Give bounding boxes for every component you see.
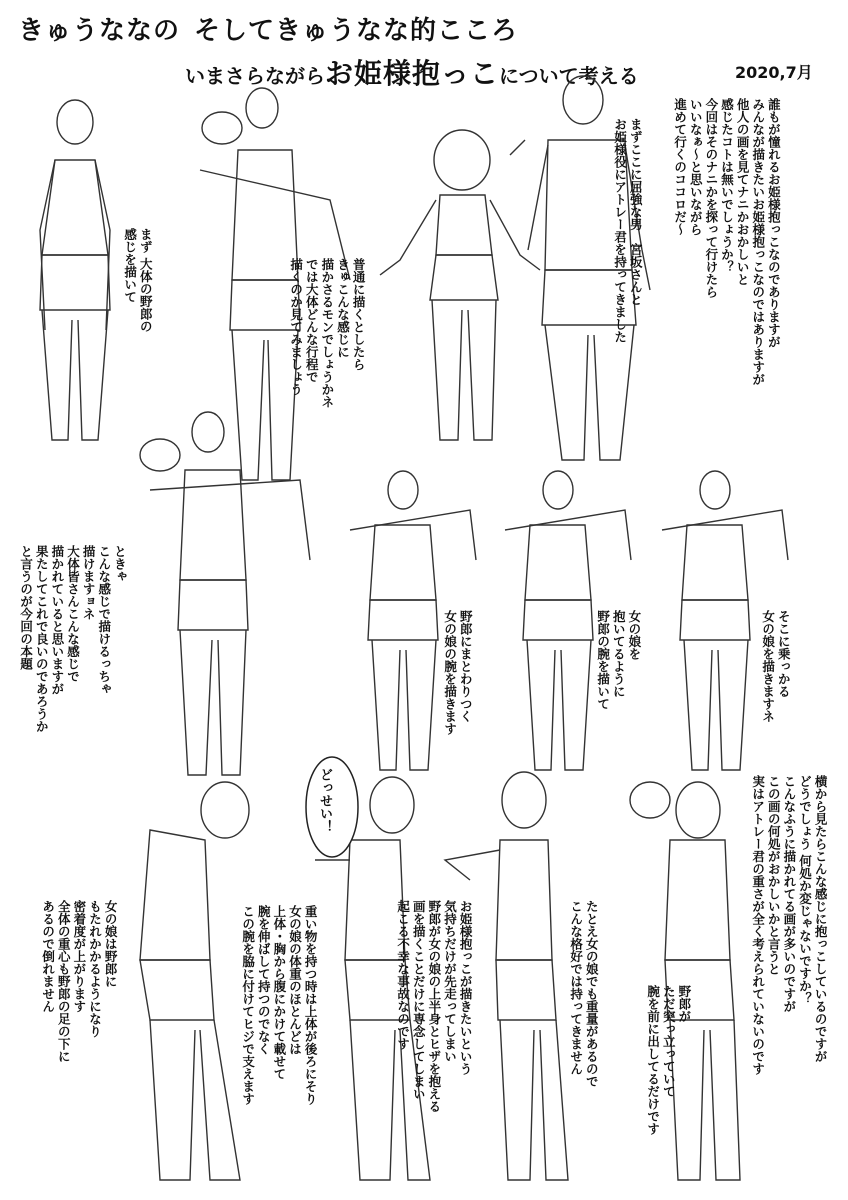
text-side-view: 横から見たらこんな感じに抱っこしているのですが どうでしょう 何処か変じゃないですか？ こんなふうに描かれてる画が多いのですが この画の何処がおかしいかと言うと 実はアトレー君の重さが全く考えられていないのです (750, 775, 829, 1075)
date-label: 2020,7月 (735, 63, 813, 82)
title-lead: いまさらながら (185, 64, 325, 88)
speech-text: どっせい！ (317, 768, 332, 833)
text-step-normal: 普通に描くとしたら きゅこんな感じに 描かさるモンでしょうかネ では大体どんな行程で 描くのか見てみましょう (288, 258, 367, 408)
title-series: そしてきゅうなな的こころ (194, 16, 519, 46)
text-step-man-arms: 女の娘を 抱いてるように 野郎の腕を描いて (595, 610, 642, 710)
title-author: きゅうななの (18, 16, 181, 46)
figure-girl (380, 130, 540, 440)
figure-base-man (40, 100, 110, 440)
text-heavy-lift: 重い物を持つ時は上体が後ろにそり 女の娘の体重のほとんどは 上体・胸から腹にかけて載せて 腕を伸ばして持つのでなく この腕を脇に付けてヒジで支えます (240, 905, 319, 1105)
text-models: まずここに屈強な男 宮坂さんと お姫様役にアトレー君を持ってきました (612, 118, 644, 343)
text-step-base: まず 大体の野郎の 感じを描いて (122, 228, 154, 333)
text-step-girl-ride: そこに乗っかる 女の娘を描きますネ (760, 610, 792, 723)
text-step-girl-arms: 野郎にまとわりつく 女の娘の腕を描きます (442, 610, 474, 735)
text-upper-body: お姫様抱っこが描きたいという 気持ちだけが先走ってしまい 野郎が女の娘の上半身とヒザを抱える 画を描くことだけに専念してしまい 起こる不幸な事故なのです (395, 900, 474, 1113)
title-tail: について考える (499, 64, 639, 88)
page-title-line1 (18, 10, 518, 47)
text-arms-only: 野郎が ただ突っ立っていて 腕を前に出してるだけです (645, 985, 692, 1135)
text-lean: 女の娘は野郎に もたれかかるようになり 密着度が上がります 全体の重心も野郎の足の下に あるので倒れません (40, 900, 119, 1063)
text-heavy-girl: たとえ女の娘でも重量があるので こんな格好では持ってきません (568, 900, 600, 1088)
text-step-toki: ときゃ こんな感じで描けるっちゃ 描けますョネ 大体皆さんこんな感じで 描かれていると思いますが 果たしてこれで良いのであろうか と言うのが今回の本題 (18, 545, 128, 733)
title-topic: お姫様抱っこ (325, 57, 500, 90)
figure-side-lean (140, 782, 249, 1180)
figure-carry-2 (140, 412, 310, 775)
page-title-line2 (185, 52, 639, 92)
text-intro: 誰もが憧れるお姫様抱っこなのでありますが みんなが描きたいお姫様抱っこなのではありますが 他人の画を見てナニかおかしいと 感じたコトは無いでしょうか？ 今回はそのナニかを探って行けたら いいなぁ〜と思いながら 進めて行くのココロだ〜 (672, 98, 782, 386)
